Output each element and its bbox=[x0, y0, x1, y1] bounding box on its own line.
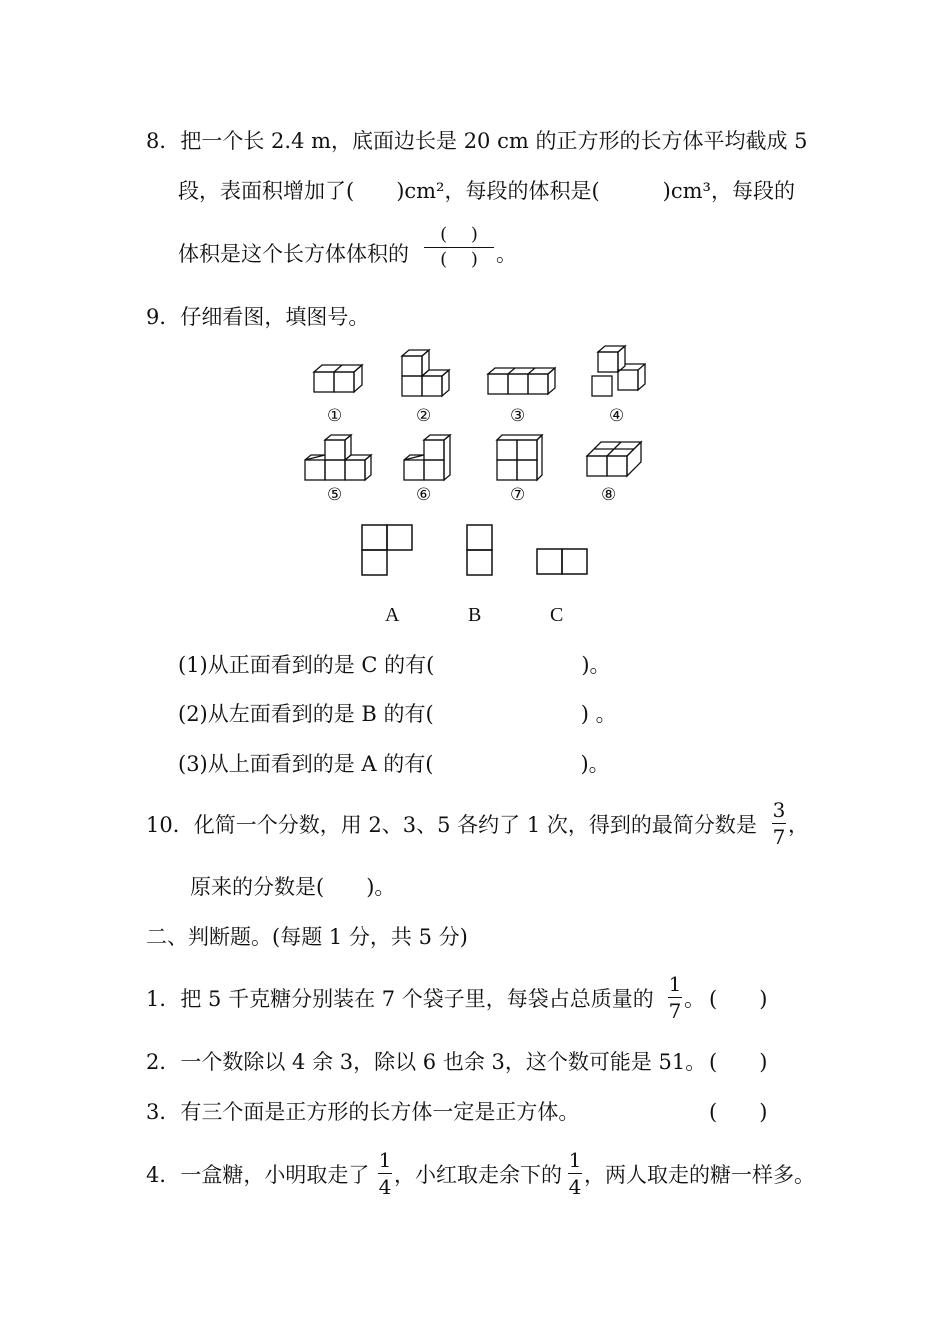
judge-4-text-b: ，小红取走余下的 bbox=[394, 1163, 562, 1187]
judge-2-text: 2．一个数除以 4 余 3，除以 6 也余 3，这个数可能是 51。 bbox=[146, 1050, 707, 1074]
view-c-label: C bbox=[550, 604, 564, 626]
judge-4-fraction-1 bbox=[377, 1150, 393, 1197]
fraction-denominator: 7 bbox=[668, 999, 682, 1023]
judge-1-answer[interactable]: ( ) bbox=[709, 987, 768, 1011]
shape-1-label: ① bbox=[327, 406, 343, 426]
judge-1-fraction bbox=[667, 974, 683, 1021]
judge-3-text: 3．有三个面是正方形的长方体一定是正方体。 bbox=[146, 1100, 580, 1124]
fraction-bar bbox=[424, 247, 494, 248]
q8-frac-numerator[interactable]: ( ) bbox=[440, 224, 478, 245]
shape-2-label: ② bbox=[416, 406, 432, 426]
fraction-bar bbox=[568, 1173, 582, 1174]
judge-1-text: 1．把 5 千克糖分别装在 7 个袋子里，每袋占总质量的 bbox=[146, 987, 654, 1011]
q8-fraction bbox=[424, 226, 494, 269]
shape-8-label: ⑧ bbox=[601, 485, 617, 505]
view-b-figure bbox=[466, 524, 494, 578]
q10-frac-denominator: 7 bbox=[772, 825, 786, 849]
shape-2-figure bbox=[400, 348, 452, 398]
q8-line2: 段，表面积增加了( )cm²，每段的体积是( )cm³，每段的 bbox=[178, 179, 795, 203]
shape-3-label: ③ bbox=[510, 406, 526, 426]
q8-line3-end: 。 bbox=[496, 242, 517, 266]
section-2-title: 二、判断题。(每题 1 分，共 5 分) bbox=[146, 925, 468, 949]
view-a-label: A bbox=[385, 604, 400, 626]
q9-title: 9．仔细看图，填图号。 bbox=[146, 305, 370, 329]
q8-line3: 体积是这个长方体体积的 bbox=[178, 242, 409, 266]
q8-frac-denominator[interactable]: ( ) bbox=[440, 249, 478, 270]
judge-4-text-c: ，两人取走的糖一样多。 bbox=[584, 1163, 815, 1187]
q9-sub2: (2)从左面看到的是 B 的有( ) 。 bbox=[178, 702, 617, 726]
q10-fraction bbox=[771, 800, 787, 847]
judge-1-end: 。 bbox=[684, 987, 705, 1011]
fraction-denominator: 4 bbox=[378, 1175, 392, 1199]
shape-7-figure bbox=[495, 434, 547, 486]
q10-line1: 10．化简一个分数，用 2、3、5 各约了 1 次，得到的最简分数是 bbox=[146, 813, 757, 837]
fraction-denominator: 4 bbox=[568, 1175, 582, 1199]
shape-6-figure bbox=[402, 434, 454, 486]
q9-sub3: (3)从上面看到的是 A 的有( )。 bbox=[178, 752, 610, 776]
fraction-numerator: 1 bbox=[668, 972, 682, 996]
fraction-numerator: 1 bbox=[568, 1148, 582, 1172]
q8-line1: 8．把一个长 2.4 m，底面边长是 20 cm 的正方形的长方体平均截成 5 bbox=[146, 129, 808, 153]
fraction-bar bbox=[772, 823, 786, 824]
judge-2-answer[interactable]: ( ) bbox=[709, 1050, 768, 1074]
judge-3-answer[interactable]: ( ) bbox=[709, 1100, 768, 1124]
fraction-bar bbox=[378, 1173, 392, 1174]
view-a-figure bbox=[361, 524, 415, 578]
judge-4-fraction-2 bbox=[567, 1150, 583, 1197]
view-c-figure bbox=[536, 548, 590, 578]
shape-5-label: ⑤ bbox=[327, 485, 343, 505]
q10-line2: 原来的分数是( )。 bbox=[190, 875, 396, 899]
shape-4-label: ④ bbox=[609, 406, 625, 426]
judge-4-text-a: 4．一盒糖，小明取走了 bbox=[146, 1163, 370, 1187]
shape-6-label: ⑥ bbox=[416, 485, 432, 505]
q10-frac-numerator: 3 bbox=[772, 798, 786, 822]
shape-3-figure bbox=[486, 364, 556, 398]
shape-7-label: ⑦ bbox=[510, 485, 526, 505]
fraction-numerator: 1 bbox=[378, 1148, 392, 1172]
shape-1-figure bbox=[312, 362, 364, 396]
shape-8-figure bbox=[585, 440, 645, 482]
view-b-label: B bbox=[468, 604, 482, 626]
fraction-bar bbox=[668, 997, 682, 998]
q10-line1-end: ， bbox=[788, 813, 809, 837]
q9-sub1: (1)从正面看到的是 C 的有( )。 bbox=[178, 653, 611, 677]
shape-5-figure bbox=[303, 434, 373, 486]
shape-4-figure bbox=[590, 344, 648, 400]
